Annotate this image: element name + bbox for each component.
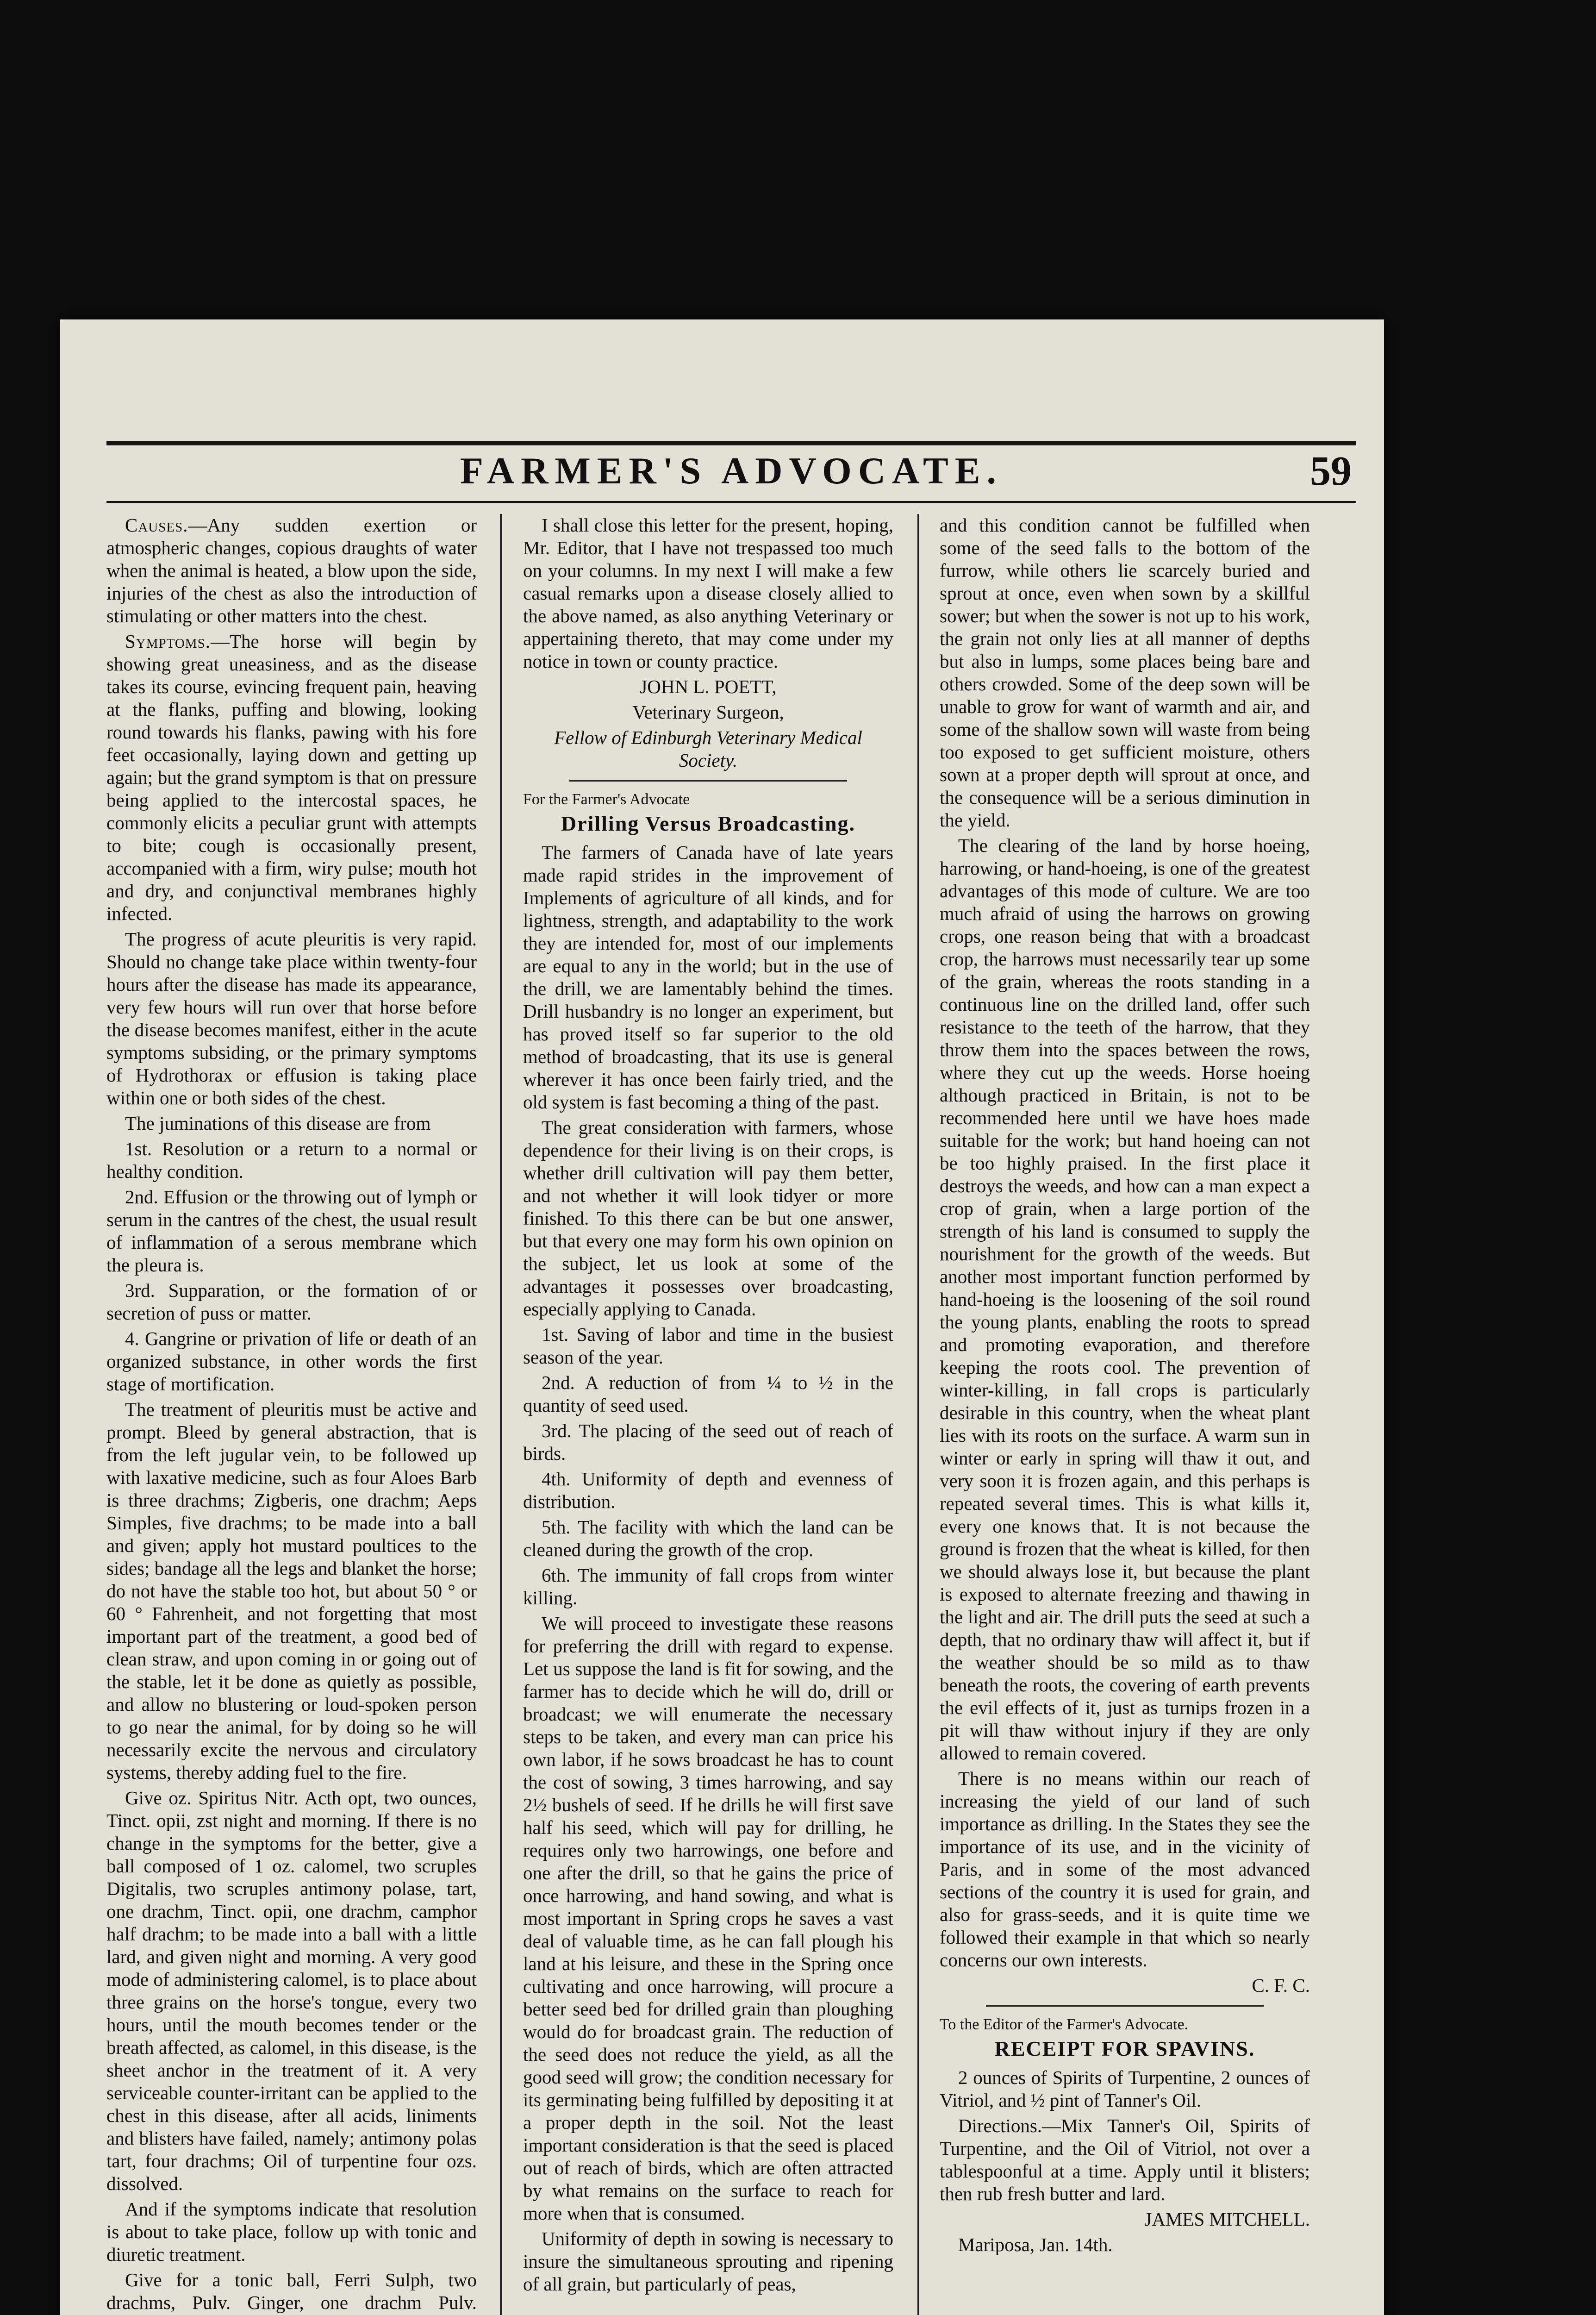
masthead (106, 449, 1356, 495)
causes-lead: Causes. (125, 514, 188, 536)
signature-fellowship: Fellow of Edinburgh Veterinary Medical Society. (554, 727, 862, 771)
column-rule-1 (500, 514, 502, 2315)
receipt-headline: RECEIPT FOR SPAVINS. (994, 2037, 1255, 2060)
list-item-gangrine: 4. Gangrine or privation of life or death of an organized substance, in other words the first stage of mortification. (106, 1328, 477, 1395)
advantage-6: 6th. The immunity of fall crops from winter killing. (523, 1564, 893, 1608)
masthead-bottom-rule (106, 501, 1356, 503)
list-item-resolution: 1st. Resolution or a return to a normal or healthy condition. (106, 1138, 477, 1182)
receipt-divider (986, 2005, 1264, 2007)
column-2 (523, 514, 893, 2315)
for-advocate-line: For the Farmer's Advocate (523, 791, 690, 808)
list-item-supparation: 3rd. Supparation, or the formation of or secretion of puss or matter. (106, 1280, 477, 1324)
masthead-title: FARMER'S ADVOCATE. (460, 450, 1003, 492)
article-divider (569, 780, 847, 782)
to-editor-line: To the Editor of the Farmer's Advocate. (940, 2016, 1189, 2033)
symptoms-lead: Symptoms. (125, 631, 211, 652)
newspaper-page (60, 319, 1384, 2315)
drilling-paragraph-expense: We will proceed to investigate these reasons for preferring the drill with regard to expense. Let us suppose the land is fit for sowing, and the farmer has to decide which he will do, drill or broadcast; we will enumerate the necessary steps to be taken, and every man can price his own labor, if he sows broadcast he has to count the cost of sowing, 3 times harrowing, and say 2½ bushels of seed. If he drills he will first save half his seed, which will pay for drilling, he requires only two harrowings, one before and one after the drill, so that he gains the price of once harrowing, and hand sowing, and what is most important in Spring crops he saves a vast deal of valuable time, as he can fall plough his land at his leisure, and these in the Spring once cultivating and once harrowing, will procure a better seed bed for drilled grain than ploughing would do for broadcast grain. The reduction of the seed does not reduce the yield, as all the good seed will grow; the condition necessary for its germinating being fulfilled by depositing it at a proper depth in the soil. Not the least important consideration is that the seed is placed out of reach of birds, which are often attracted by what remains on the surface to reach for more when that is consumed. (523, 1613, 893, 2224)
signature-title: Veterinary Surgeon, (632, 701, 784, 723)
masthead-top-rule (106, 441, 1356, 445)
juminations-paragraph: The juminations of this disease are from (125, 1113, 431, 1134)
treatment-paragraph: The treatment of pleuritis must be active and prompt. Bleed by general abstraction, that is from the left jugular vein, to be followed up with laxative medicine, such as four Aloes Barb is three drachms; Zigberis, one drachm; Aeps Simples, five drachms; to be made into a ball and given; apply hot mustard poultices to the sides; bandage all the legs and blanket the horse; do not have the stable too hot, but about 50 ° or 60 ° Fahrenheit, and not forgetting that most important part of the treatment, a good bed of clean straw, and upon coming in or going out of the stable, let it be done as quietly as possible, and allow no blustering or loud-spoken person to go near the animal, for by doing so he will necessarily excite the nervous and circulatory systems, thereby adding fuel to the fire. (106, 1399, 477, 1783)
receipt-ingredients: 2 ounces of Spirits of Turpentine, 2 ounces of Vitriol, and ½ pint of Tanner's Oil. (940, 2067, 1310, 2111)
letter-closing-paragraph: I shall close this letter for the present, hoping, Mr. Editor, that I have not trespassed too much on your columns. In my next I will make a few casual remarks upon a disease closely allied to the above named, as also anything Veterinary or appertaining thereto, that may come under my notice in town or county practice. (523, 514, 893, 672)
receipt-dateline: Mariposa, Jan. 14th. (958, 2234, 1113, 2255)
receipt-signature: JAMES MITCHELL. (1144, 2209, 1310, 2230)
causes-paragraph: —Any sudden exertion or atmospheric changes, copious draughts of water when the animal is heated, a blow upon the side, injuries of the chest as also the introduction of stimulating or other matters into the chest. (106, 514, 477, 626)
article-signature: C. F. C. (1252, 1975, 1310, 1996)
advantage-3: 3rd. The placing of the seed out of reach of birds. (523, 1420, 893, 1464)
drilling-continued-paragraph: and this condition cannot be fulfilled when some of the seed falls to the bottom of the furrow, while others lie scarcely buried and sprout at once, even when sown by a skillful sower; but when the sower is not up to his work, the grain not only lies at all manner of depths but also in lumps, some places being bare and others crowded. Some of the deep sown will be unable to grow for want of warmth and air, and some of the shallow sown will waste from being too exposed to get sufficient moisture, others sown at a proper depth will sprout at once, and the consequence will be a serious diminution in the yield. (940, 514, 1310, 831)
advantage-4: 4th. Uniformity of depth and evenness of distribution. (523, 1468, 893, 1512)
symptoms-paragraph: —The horse will begin by showing great uneasiness, and as the disease takes its course, evincing frequent pain, heaving at the flanks, puffing and blowing, looking round towards his flanks, pawing with his fore feet occasionally, laying down and getting up again; but the grand symptom is that on pressure being applied to the intercostal spaces, he commonly elicits a peculiar grunt with attempts to bite; cough is occasionally present, accompanied with a firm, wiry pulse; mouth hot and dry, and conjunctival membranes highly infected. (106, 631, 477, 924)
page-number: 59 (1310, 448, 1352, 494)
list-item-effusion: 2nd. Effusion or the throwing out of lymph or serum in the cantres of the chest, the usual result of inflammation of a serous membrane which the pleura is. (106, 1186, 477, 1276)
column-3 (940, 514, 1310, 2315)
drilling-paragraph-2: The great consideration with farmers, whose dependence for their living is on their crops, is whether drill cultivation will pay them better, and not whether it will look tidyer or more finished. To this there can be but one answer, but that every one may form his own opinion on the subject, let us look at some of the advantages it possesses over broadcasting, especially applying to Canada. (523, 1117, 893, 1320)
column-1 (106, 514, 477, 2315)
clearing-paragraph: The clearing of the land by horse hoeing, harrowing, or hand-hoeing, is one of the greatest advantages of this mode of culture. We are too much afraid of using the harrows on growing crops, one reason being that with a broadcast crop, the harrows must necessarily tear up some of the grain, whereas the roots standing in a continuous line on the drilled land, offer such resistance to the teeth of the harrow, that they throw them into the spaces between the rows, where they cut up the weeds. Horse hoeing although practiced in Britain, is not to be recommended here until we have hoes made suitable for the work; but hand hoeing can not be too highly praised. In the first place it destroys the weeds, and how can a man expect a crop of grain, when a large portion of the strength of his land is consumed to supply the nourishment for the growth of the weeds. But another most important function performed by hand-hoeing is the loosening of the soil round the young plants, enabling the roots to spread and promoting evaporation, and therefore keeping the roots cool. The prevention of winter-killing, in fall crops is particularly desirable in this country, when the wheat plant lies with its roots on the surface. A warm sun in winter or early in spring will thaw it out, and very soon it is frozen again, and this perhaps is repeated several times. This is what kills it, every one knows that. It is not because the ground is frozen that the wheat is killed, for then we should always lose it, but because the plant is exposed to alternate freezing and thawing in the light and air. The drill puts the seed at such a depth, that no ordinary thaw will affect it, but if the weather should be so mild as to thaw beneath the roots, the covering of earth prevents the evil effects of it, just as turnips frozen in a pit will thaw without injury if they are only allowed to remain covered. (940, 835, 1310, 1764)
drilling-paragraph-1: The farmers of Canada have of late years made rapid strides in the improvement of Implements of agriculture of all kinds, and for lightness, strength, and adaptability to the work they are intended for, most of our implements are equal to any in the world; but in the use of the drill, we are lamentably behind the times. Drill husbandry is no longer an experiment, but has proved itself so far superior to the old method of broadcasting, that its use is general wherever it has once been fairly tried, and the old system is fast becoming a thing of the past. (523, 842, 893, 1113)
column-rule-2 (917, 514, 919, 2315)
progress-paragraph: The progress of acute pleuritis is very rapid. Should no change take place within twenty-four hours after the disease has made its appearance, very few hours will run over that horse before the disease becomes manifest, either in the acute symptoms subsiding, or the primary symptoms of Hydrothorax or effusion is taking place within one or both sides of the chest. (106, 928, 477, 1108)
resolution-paragraph: And if the symptoms indicate that resolution is about to take place, follow up with tonic and diuretic treatment. (106, 2198, 477, 2265)
advantage-5: 5th. The facility with which the land can be cleaned during the growth of the crop. (523, 1516, 893, 1560)
drilling-paragraph-uniformity: Uniformity of depth in sowing is necessary to insure the simultaneous sprouting and ripening of all grain, but particularly of peas, (523, 2228, 893, 2295)
receipt-directions: Directions.—Mix Tanner's Oil, Spirits of Turpentine, and the Oil of Vitriol, not over a tablespoonful at a time. Apply until it blisters; then rub fresh butter and lard. (940, 2115, 1310, 2204)
tonic-paragraph: Give for a tonic ball, Ferri Sulph, two drachms, Pulv. Ginger, one drachm Pulv. (106, 2269, 477, 2313)
article-headline: Drilling Versus Broadcasting. (561, 812, 856, 835)
conclusion-paragraph: There is no means within our reach of increasing the yield of our land of such importance as drilling. In the States they see the importance of its use, and in the vicinity of Paris, and in some of the most advanced sections of the country it is used for grain, and also for grass-seeds, and it is quite time we followed their example in that which so nearly concerns our own interests. (940, 1768, 1310, 1971)
advantage-1: 1st. Saving of labor and time in the busiest season of the year. (523, 1324, 893, 1368)
signature-name: JOHN L. POETT, (640, 676, 777, 697)
advantage-2: 2nd. A reduction of from ¼ to ½ in the quantity of seed used. (523, 1372, 893, 1416)
medication-paragraph: Give oz. Spiritus Nitr. Acth opt, two ounces, Tinct. opii, zst night and morning. If there is no change in the symptoms for the better, give a ball composed of 1 oz. calomel, two scruples Digitalis, two scruples antimony polase, tart, one drachm, Tinct. opii, one drachm, camphor half drachm; to be made into a ball with a little lard, and given night and morning. A very good mode of administering calomel, is to place about three grains on the horse's tongue, every two hours, until the mouth becomes tender or the breath affected, as calomel, in this disease, is the sheet anchor in the treatment of it. A very serviceable counter-irritant can be applied to the chest in this disease, after all acids, liniments and blisters have failed, namely; antimony polas tart, four drachms; Oil of turpentine four ozs. dissolved. (106, 1787, 477, 2194)
